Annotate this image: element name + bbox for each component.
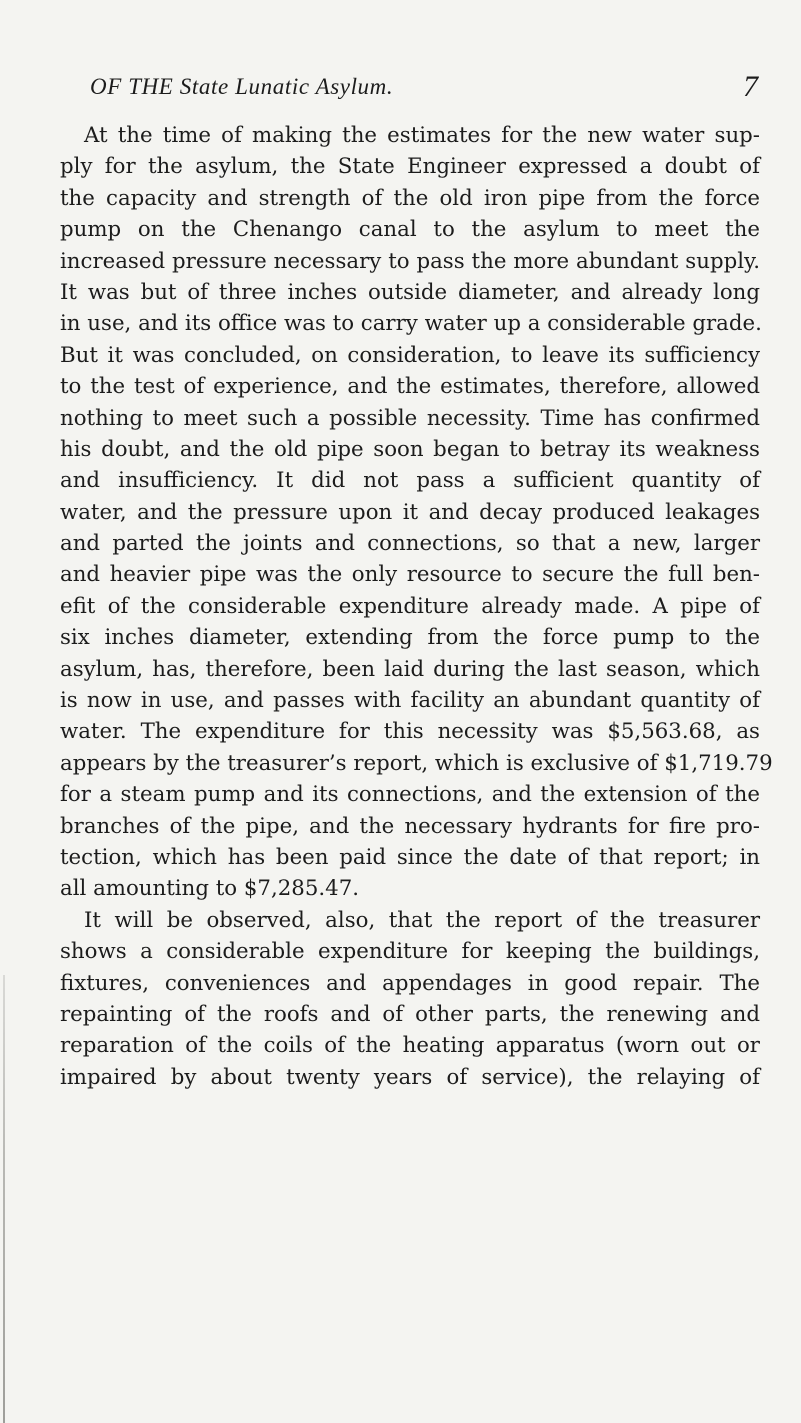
text-line: appears by the treasurer’s report, which is exclusive of $1,719.79: [60, 750, 773, 776]
text-line: reparation of the coils of the heating apparatus (worn out or: [60, 1033, 760, 1059]
text-line: his doubt, and the old pipe soon began to betray its weakness: [60, 436, 760, 462]
text-line: fixtures, conveniences and appendages in good repair. The: [60, 970, 760, 996]
text-line: branches of the pipe, and the necessary hydrants for fire pro-: [60, 813, 760, 839]
text-line: It will be observed, also, that the report of the treasurer: [84, 907, 760, 933]
running-title: OF THE State Lunatic Asylum.: [90, 74, 394, 99]
text-line: ply for the asylum, the State Engineer expressed a doubt of: [60, 154, 760, 180]
text-line: and heavier pipe was the only resource to secure the full ben-: [60, 562, 760, 588]
text-line: pump on the Chenango canal to the asylum to meet the: [60, 217, 760, 243]
text-line: and parted the joints and connections, so that a new, larger: [60, 531, 760, 557]
text-line: At the time of making the estimates for the new water sup-: [84, 123, 760, 148]
text-line: But it was concluded, on consideration, to leave its sufficiency: [60, 342, 760, 368]
text-line: in use, and its office was to carry water up a considerable grade.: [60, 311, 762, 337]
text-line: shows a considerable expenditure for keeping the buildings,: [60, 939, 760, 965]
text-line: for a steam pump and its connections, and the extension of the: [60, 782, 760, 808]
text-line: impaired by about twenty years of service), the relaying of: [60, 1064, 760, 1090]
text-line: repainting of the roofs and of other parts, the renewing and: [60, 1001, 760, 1027]
scan-edge-shadow: [3, 975, 5, 1423]
text-line: It was but of three inches outside diameter, and already long: [60, 279, 760, 305]
text-line: and insufficiency. It did not pass a sufficient quantity of: [60, 468, 760, 494]
text-line: nothing to meet such a possible necessity. Time has confirmed: [60, 405, 760, 431]
text-line: asylum, has, therefore, been laid during the last season, which: [60, 656, 760, 682]
page-number: 7: [743, 70, 758, 103]
text-line: all amounting to $7,285.47.: [60, 876, 360, 902]
page-header: [90, 70, 758, 114]
text-line: six inches diameter, extending from the force pump to the: [60, 625, 760, 651]
text-line: water, and the pressure upon it and decay produced leakages: [60, 499, 760, 525]
text-line: efit of the considerable expenditure already made. A pipe of: [60, 593, 760, 619]
text-line: is now in use, and passes with facility an abundant quantity of: [60, 688, 760, 714]
text-line: the capacity and strength of the old iron pipe from the force: [60, 185, 760, 211]
text-line: increased pressure necessary to pass the more abundant supply.: [60, 248, 760, 274]
text-line: water. The expenditure for this necessity was $5,563.68, as: [60, 719, 760, 745]
text-line: to the test of experience, and the estimates, therefore, allowed: [60, 374, 760, 400]
body-text: [60, 120, 773, 1093]
text-line: tection, which has been paid since the date of that report; in: [60, 844, 760, 870]
